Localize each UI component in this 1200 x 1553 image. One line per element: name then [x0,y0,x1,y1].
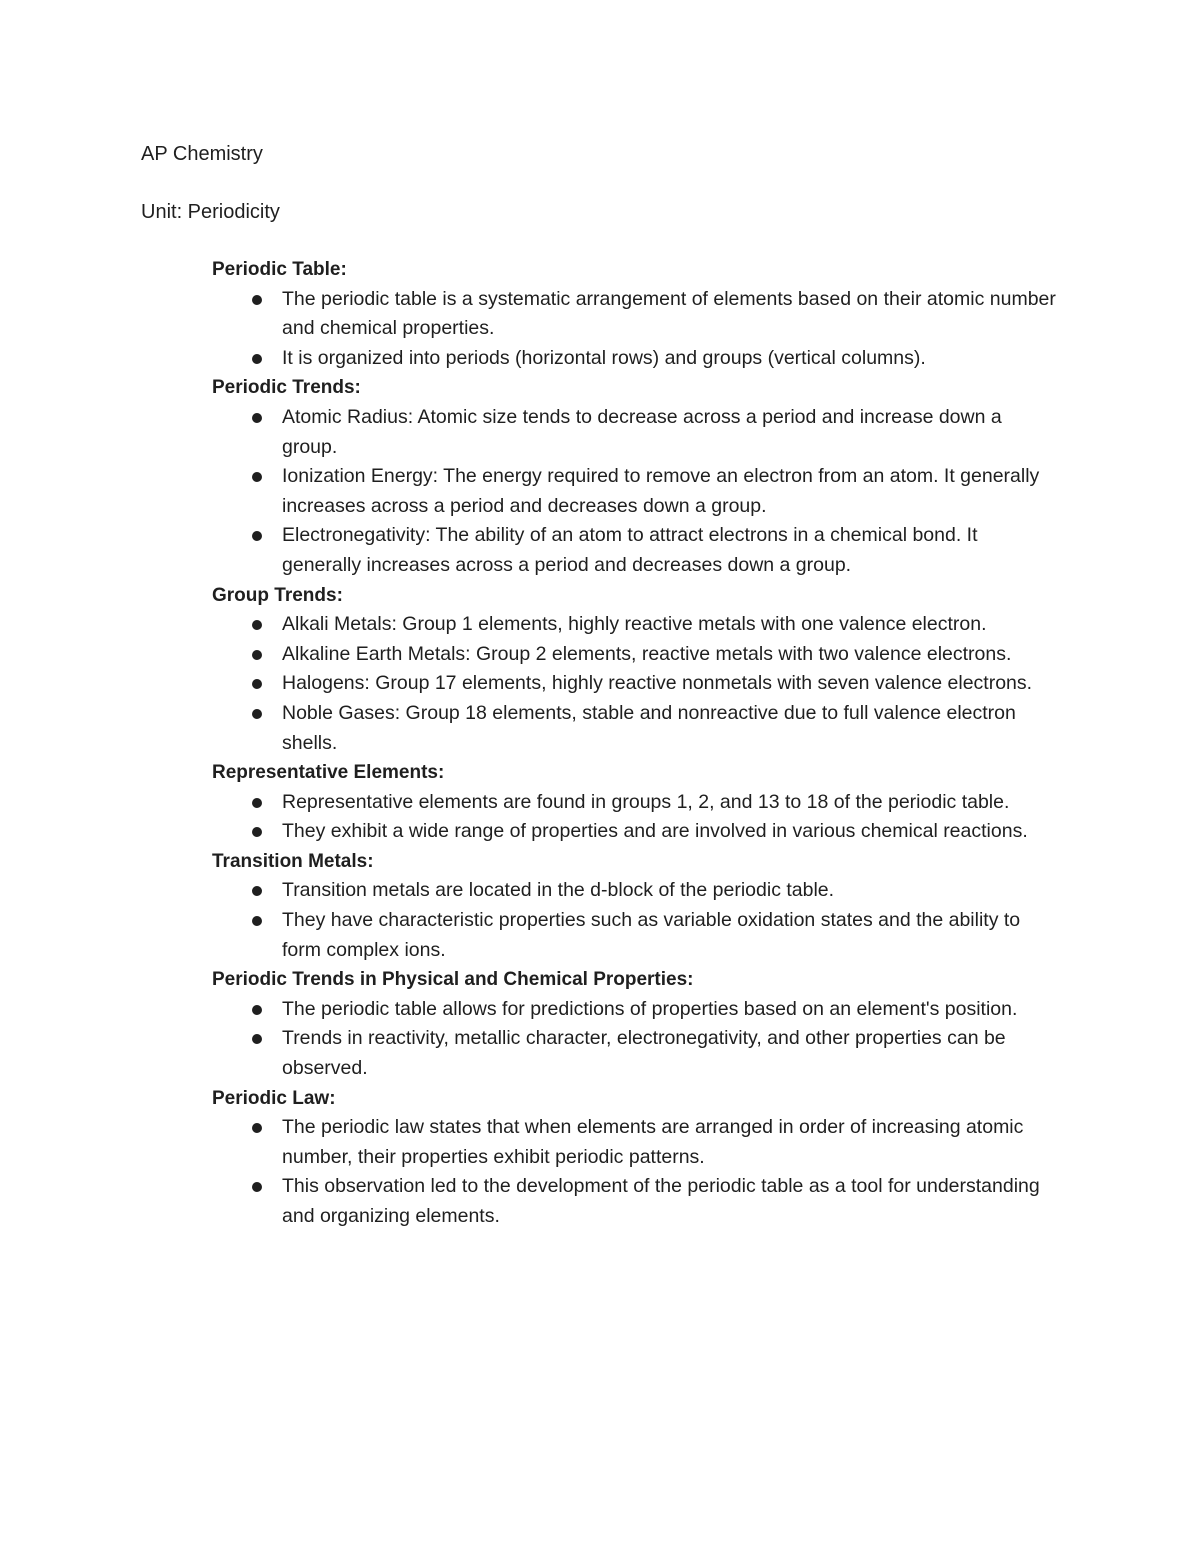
section [212,373,1072,580]
section-heading: Group Trends: [212,584,343,606]
list-item [212,344,1062,374]
document-title: AP Chemistry [141,143,263,165]
bullet-icon [252,916,262,926]
bullet-text: The periodic table is a systematic arrangement of elements based on their atomic number and chemical properties. [282,287,1056,340]
bullet-text: Halogens: Group 17 elements, highly reactive nonmetals with seven valence electrons. [282,672,1033,695]
section-heading: Periodic Table: [212,259,347,280]
bullet-text: Ionization Energy: The energy required to remove an electron from an atom. It generally increases across a period and decreases down a group. [282,465,1040,517]
bullet-text: They exhibit a wide range of properties and are involved in various chemical reactions. [282,820,1028,843]
section-heading: Periodic Law: [212,1087,336,1109]
list-item [212,995,1062,1025]
bullet-list [212,788,1072,847]
bullet-list [212,876,1072,965]
list-item [212,610,1062,640]
list-item [212,462,1062,521]
bullet-icon [252,413,262,423]
list-item [212,285,1062,344]
bullet-text: Trends in reactivity, metallic character, electronegativity, and other properties can be observed. [282,1027,1006,1080]
bullet-icon [252,886,262,896]
section [212,847,1072,965]
list-item [212,521,1062,580]
section [212,965,1072,1083]
bullet-text: This observation led to the development of the periodic table as a tool for understanding and organizing elements. [282,1175,1040,1227]
bullet-text: Electronegativity: The ability of an atom to attract electrons in a chemical bond. It generally increases across a period and decreases down a group. [282,524,978,576]
bullet-icon [252,295,262,305]
section [212,758,1072,847]
bullet-icon [252,531,262,541]
bullet-icon [252,354,262,364]
list-item [212,699,1062,758]
section-heading: Periodic Trends in Physical and Chemical Properties: [212,969,694,991]
list-item [212,1172,1062,1231]
section-heading: Transition Metals: [212,850,374,872]
bullet-list [212,403,1072,581]
bullet-icon [252,1123,262,1133]
bullet-icon [252,709,262,719]
list-item [212,1113,1062,1172]
bullet-text: Atomic Radius: Atomic size tends to decrease across a period and increase down a group. [282,405,1002,458]
bullet-icon [252,1182,262,1192]
notes-content [212,255,1072,1232]
section-heading: Representative Elements: [212,762,445,784]
bullet-text: It is organized into periods (horizontal rows) and groups (vertical columns). [282,346,926,369]
bullet-icon [252,1034,262,1044]
list-item [212,788,1062,818]
list-item [212,640,1062,670]
bullet-icon [252,798,262,808]
bullet-text: They have characteristic properties such as variable oxidation states and the ability to form complex ions. [282,909,1021,961]
section [212,255,1072,373]
list-item [212,876,1062,906]
list-item [212,1024,1062,1083]
section [212,1084,1072,1232]
bullet-list [212,1113,1072,1231]
unit-label: Unit: Periodicity [141,201,280,223]
bullet-text: The periodic law states that when elements are arranged in order of increasing atomic number, their properties exhibit periodic patterns. [282,1116,1024,1168]
section-heading: Periodic Trends: [212,377,361,399]
bullet-icon [252,679,262,689]
bullet-list [212,995,1072,1084]
bullet-text: Noble Gases: Group 18 elements, stable and nonreactive due to full valence electron shells. [282,701,1016,754]
bullet-text: Alkaline Earth Metals: Group 2 elements, reactive metals with two valence electrons. [282,642,1012,665]
bullet-text: Alkali Metals: Group 1 elements, highly reactive metals with one valence electron. [282,613,987,636]
section [212,581,1072,759]
list-item [212,403,1062,462]
list-item [212,906,1062,965]
bullet-icon [252,620,262,630]
bullet-list [212,610,1072,758]
list-item [212,669,1062,699]
bullet-list [212,285,1072,374]
bullet-text: The periodic table allows for predictions of properties based on an element's position. [282,997,1018,1020]
bullet-text: Transition metals are located in the d-block of the periodic table. [282,879,835,902]
bullet-icon [252,1005,262,1015]
list-item [212,817,1062,847]
bullet-icon [252,472,262,482]
bullet-text: Representative elements are found in groups 1, 2, and 13 to 18 of the periodic table. [282,790,1010,813]
bullet-icon [252,827,262,837]
bullet-icon [252,650,262,660]
